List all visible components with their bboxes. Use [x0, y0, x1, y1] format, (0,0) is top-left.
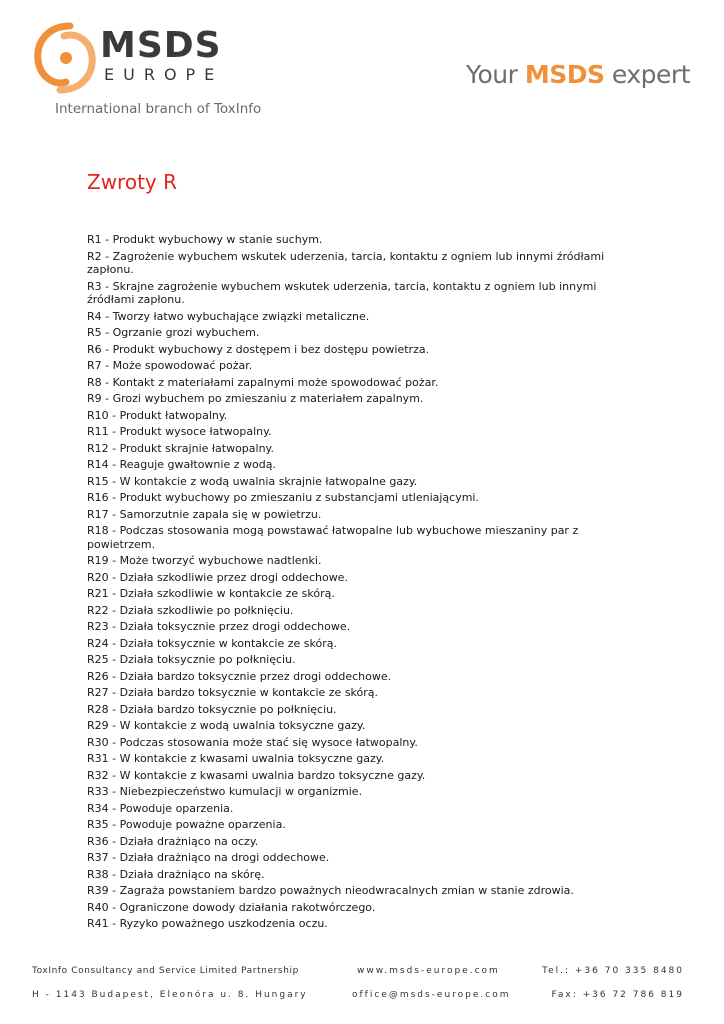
r-phrase-item: R10 - Produkt łatwopalny.: [87, 408, 228, 422]
r-phrase-item: R3 - Skrajne zagrożenie wybuchem wskutek uderzenia, tarcia, kontaktu z ogniem lub innymi źródłami zapłonu.: [87, 279, 597, 306]
slogan-prefix: Your: [466, 60, 525, 89]
r-phrase-item: R40 - Ograniczone dowody działania rakotwórczego.: [87, 900, 376, 914]
r-phrase-item: R41 - Ryzyko poważnego uszkodzenia oczu.: [87, 917, 328, 930]
r-phrase-item: R16 - Produkt wybuchowy po zmieszaniu z substancjami utleniającymi.: [87, 491, 479, 504]
r-phrase-item: R5 - Ogrzanie grozi wybuchem.: [87, 326, 260, 339]
r-phrase-item: R6 - Produkt wybuchowy z dostępem i bez dostępu powietrza.: [87, 342, 430, 356]
r-phrase-item: R14 - Reaguje gwałtownie z wodą.: [87, 458, 276, 471]
r-phrase-item: R8 - Kontakt z materiałami zapalnymi może spowodować pożar.: [87, 375, 439, 389]
r-phrase-item: R15 - W kontakcie z wodą uwalnia skrajnie łatwopalne gazy.: [87, 474, 418, 488]
r-phrase-item: R31 - W kontakcie z kwasami uwalnia toksyczne gazy.: [87, 752, 385, 765]
r-phrase-item: R38 - Działa drażniąco na skórę.: [87, 867, 265, 881]
r-phrase-item: R37 - Działa drażniąco na drogi oddechowe.: [87, 851, 330, 864]
r-phrase-item: R1 - Produkt wybuchowy w stanie suchym.: [87, 233, 323, 246]
logo-wordmark: MSDS: [100, 25, 222, 66]
r-phrase-item: R19 - Może tworzyć wybuchowe nadtlenki.: [87, 554, 322, 567]
page-footer: [0, 960, 724, 1020]
footer-fax: Fax: +36 72 786 819: [551, 990, 684, 1000]
r-phrase-item: R12 - Produkt skrajnie łatwopalny.: [87, 441, 274, 455]
r-phrase-item: R7 - Może spowodować pożar.: [87, 359, 253, 372]
footer-address: H - 1143 Budapest, Eleonóra u. 8. Hungary: [32, 990, 308, 1000]
r-phrase-item: R24 - Działa toksycznie w kontakcie ze skórą.: [87, 636, 337, 650]
r-phrase-item: R23 - Działa toksycznie przez drogi oddechowe.: [87, 620, 351, 633]
r-phrase-item: R9 - Grozi wybuchem po zmieszaniu z materiałem zapalnym.: [87, 392, 424, 405]
header-tagline: International branch of ToxInfo: [55, 101, 262, 117]
r-phrase-item: R27 - Działa bardzo toksycznie w kontakcie ze skórą.: [87, 686, 379, 699]
header-slogan: [466, 60, 690, 89]
r-phrase-item: R32 - W kontakcie z kwasami uwalnia bardzo toksyczne gazy.: [87, 768, 426, 782]
r-phrase-item: R39 - Zagraża powstaniem bardzo poważnych nieodwracalnych zmian w stanie zdrowia.: [87, 884, 574, 897]
r-phrase-item: R29 - W kontakcie z wodą uwalnia toksyczne gazy.: [87, 719, 366, 732]
r-phrase-item: R28 - Działa bardzo toksycznie po połknięciu.: [87, 702, 337, 716]
r-phrase-item: R20 - Działa szkodliwie przez drogi oddechowe.: [87, 570, 348, 584]
r-phrase-item: R2 - Zagrożenie wybuchem wskutek uderzenia, tarcia, kontaktu z ogniem lub innymi źródłami zapłonu.: [87, 249, 605, 276]
r-phrase-item: R34 - Powoduje oparzenia.: [87, 801, 234, 815]
r-phrase-item: R18 - Podczas stosowania mogą powstawać łatwopalne lub wybuchowe mieszaniny par z powietrzem.: [87, 524, 579, 551]
r-phrase-item: R25 - Działa toksycznie po połknięciu.: [87, 653, 296, 666]
r-phrase-item: R21 - Działa szkodliwie w kontakcie ze skórą.: [87, 587, 335, 600]
r-phrase-item: R22 - Działa szkodliwie po połknięciu.: [87, 603, 294, 617]
r-phrase-item: R36 - Działa drażniąco na oczy.: [87, 834, 259, 848]
r-phrase-item: R4 - Tworzy łatwo wybuchające związki metaliczne.: [87, 309, 370, 323]
r-phrase-item: R11 - Produkt wysoce łatwopalny.: [87, 425, 272, 438]
r-phrase-item: R33 - Niebezpieczeństwo kumulacji w organizmie.: [87, 785, 363, 798]
msds-logo-icon: [30, 20, 100, 100]
page-header: [0, 0, 724, 130]
footer-email[interactable]: office@msds-europe.com: [352, 990, 511, 1000]
r-phrase-item: R17 - Samorzutnie zapala się w powietrzu.: [87, 507, 322, 521]
r-phrase-item: R35 - Powoduje poważne oparzenia.: [87, 818, 286, 831]
footer-tel: Tel.: +36 70 335 8480: [542, 966, 684, 976]
page-title: Zwroty R: [87, 170, 178, 194]
r-phrase-item: R26 - Działa bardzo toksycznie przez drogi oddechowe.: [87, 669, 392, 683]
slogan-accent: MSDS: [524, 60, 605, 89]
footer-company: ToxInfo Consultancy and Service Limited Partnership: [32, 966, 299, 976]
r-phrase-list: [87, 233, 627, 934]
slogan-suffix: expert: [604, 60, 690, 89]
logo-subtitle: EUROPE: [104, 65, 224, 84]
r-phrase-item: R30 - Podczas stosowania może stać się wysoce łatwopalny.: [87, 735, 418, 749]
footer-website[interactable]: www.msds-europe.com: [357, 966, 500, 976]
